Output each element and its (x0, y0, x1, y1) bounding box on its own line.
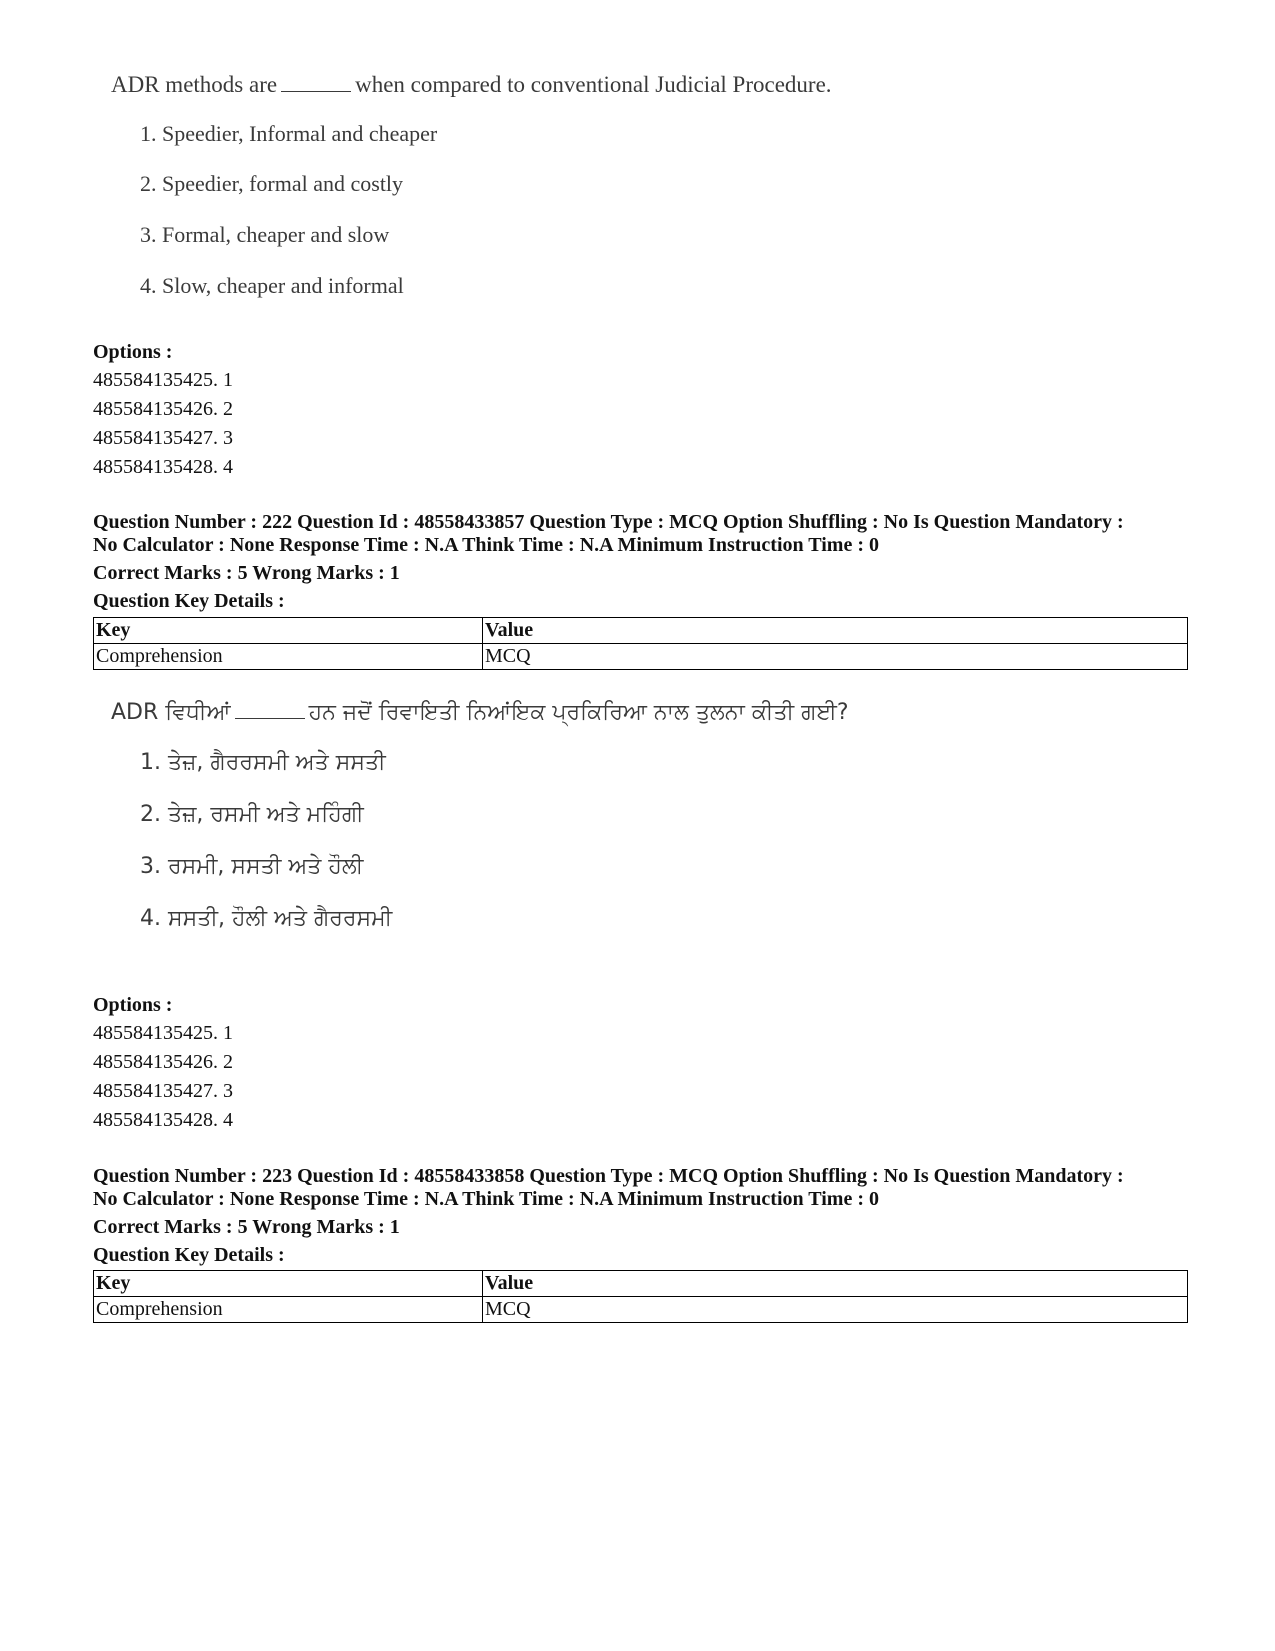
meta-line-2: No Calculator : None Response Time : N.A Think Time : N.A Minimum Instruction Time : 0 (93, 534, 879, 556)
option-line: 485584135427. 3 (93, 427, 233, 449)
option-line: 485584135428. 4 (93, 1109, 233, 1131)
table-header-cell: Value (483, 1271, 1188, 1297)
marks-line: Correct Marks : 5 Wrong Marks : 1 (93, 1216, 400, 1238)
table-header-row (94, 1271, 1188, 1297)
key-details-table (93, 1270, 1188, 1323)
key-details-label: Question Key Details : (93, 590, 285, 612)
choice-item: 4. ਸਸਤੀ, ਹੌਲੀ ਅਤੇ ਗੈਰਰਸਮੀ (140, 906, 393, 931)
choice-item: 1. Speedier, Informal and cheaper (140, 121, 438, 146)
question-image-english (93, 72, 832, 299)
meta-line-2: No Calculator : None Response Time : N.A Think Time : N.A Minimum Instruction Time : 0 (93, 1188, 879, 1210)
question-choices (93, 121, 832, 299)
key-details-table (93, 617, 1188, 670)
option-line: 485584135428. 4 (93, 456, 233, 478)
options-label: Options : (93, 994, 173, 1016)
meta-line-1: Question Number : 223 Question Id : 48558433858 Question Type : MCQ Option Shuffling : No Is Question Mandatory : (93, 1165, 1124, 1187)
option-line: 485584135425. 1 (93, 1022, 233, 1044)
table-cell: Comprehension (94, 644, 483, 670)
question-meta-223 (93, 1165, 1213, 1267)
options-label: Options : (93, 341, 173, 363)
table-row (94, 644, 1188, 670)
stem-text-before: ADR ਵਿਧੀਆਂ (111, 700, 231, 725)
option-line: 485584135426. 2 (93, 398, 233, 420)
question-image-punjabi (93, 700, 849, 931)
question-stem (111, 700, 849, 725)
choice-item: 3. Formal, cheaper and slow (140, 222, 390, 247)
table-cell: MCQ (483, 1297, 1188, 1323)
choice-item: 2. ਤੇਜ਼, ਰਸਮੀ ਅਤੇ ਮਹਿੰਗੀ (140, 802, 364, 827)
options-section (93, 340, 233, 482)
option-line: 485584135426. 2 (93, 1051, 233, 1073)
choice-item: 4. Slow, cheaper and informal (140, 273, 404, 298)
table-header-cell: Key (94, 1271, 483, 1297)
table-header-cell: Value (483, 618, 1188, 644)
key-details-label: Question Key Details : (93, 1244, 285, 1266)
stem-text-after: when compared to conventional Judicial Procedure. (355, 72, 832, 97)
table-header-row (94, 618, 1188, 644)
table-cell: MCQ (483, 644, 1188, 670)
question-stem (111, 72, 832, 98)
table-row (94, 1297, 1188, 1323)
marks-line: Correct Marks : 5 Wrong Marks : 1 (93, 562, 400, 584)
choice-item: 2. Speedier, formal and costly (140, 171, 404, 196)
table-header-cell: Key (94, 618, 483, 644)
options-section (93, 993, 233, 1135)
answer-blank (235, 700, 305, 719)
table-cell: Comprehension (94, 1297, 483, 1323)
choice-item: 3. ਰਸਮੀ, ਸਸਤੀ ਅਤੇ ਹੌਲੀ (140, 854, 364, 879)
choice-item: 1. ਤੇਜ਼, ਗੈਰਰਸਮੀ ਅਤੇ ਸਸਤੀ (140, 750, 386, 775)
question-choices (93, 750, 849, 931)
answer-blank (281, 73, 351, 92)
option-line: 485584135425. 1 (93, 369, 233, 391)
stem-text-after: ਹਨ ਜਦੋਂ ਰਿਵਾਇਤੀ ਨਿਆਂਇਕ ਪ੍ਰਕਿਰਿਆ ਨਾਲ ਤੁਲਨਾ ਕੀਤੀ ਗਈ? (308, 700, 849, 725)
meta-line-1: Question Number : 222 Question Id : 48558433857 Question Type : MCQ Option Shuffling : No Is Question Mandatory : (93, 511, 1124, 533)
question-meta-222 (93, 511, 1213, 613)
option-line: 485584135427. 3 (93, 1080, 233, 1102)
stem-text-before: ADR methods are (111, 72, 278, 97)
